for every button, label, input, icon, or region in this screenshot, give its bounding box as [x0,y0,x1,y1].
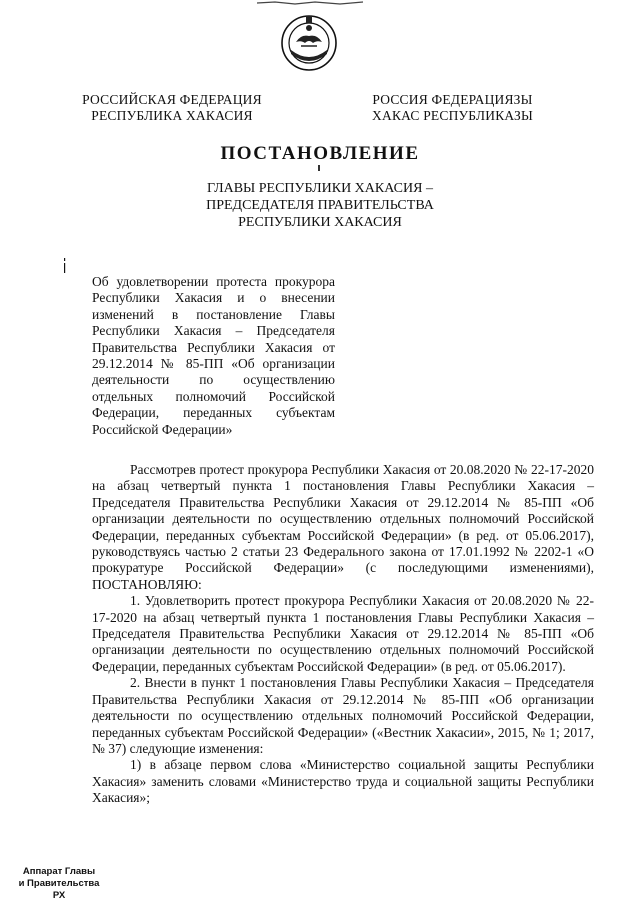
body-preamble: Рассмотрев протест прокурора Республики Хакасия от 20.08.2020 № 22-17-2020 на абзац четвертый пункта 1 постановления Главы Республики Хакасия – Председателя Правительства Республики Хакасия от 29.12.2014 № 85-ПП «Об организации деятельности по осуществлению отдельных полномочий Российской Федерации, переданных субъектам Российской Федерации» (в ред. от 05.06.2017), руководствуясь частью 2 статьи 23 Федерального закона от 17.01.1992 № 2202-1 «О прокуратуре Российской Федерации» (с последующими изменениями), ПОСТАНОВЛЯЮ: [92,462,594,592]
document-title: ПОСТАНОВЛЕНИЕ [220,143,420,164]
subtitle-line2: ПРЕДСЕДАТЕЛЯ ПРАВИТЕЛЬСТВА [206,198,434,213]
document-subtitle [0,180,640,231]
header-right-line2: ХАКАС РЕСПУБЛИКАЗЫ [372,108,533,123]
document-body [92,462,594,807]
stamp-line2: и Правительства РХ [18,878,100,901]
header-right [360,92,545,124]
header-left [82,92,262,124]
office-stamp [14,866,104,902]
coat-of-arms-icon [279,12,339,72]
pen-tick-mark [318,165,320,171]
body-item-1: 1. Удовлетворить протест прокурора Республики Хакасия от 20.08.2020 № 22-17-2020 на абзац четвертый пункта 1 постановления Главы Республики Хакасия – Председателя Правительства Республики Хакасия от 29.12.2014 № 85-ПП «Об организации деятельности по осуществлению отдельных полномочий Российской Федерации, переданных субъектам Российской Федерации» (в ред. от 05.06.2017). [92,593,594,674]
margin-pen-mark [63,258,66,273]
document-summary: Об удовлетворении протеста прокурора Республики Хакасия и о внесении изменений в постановление Главы Республики Хакасия – Председателя Правительства Республики Хакасия от 29.12.2014 № 85-ПП «Об организации деятельности по осуществлению отдельных полномочий Российской Федерации, переданных субъектам Российской Федерации» [92,274,335,437]
body-item-2: 2. Внести в пункт 1 постановления Главы Республики Хакасия – Председателя Правительства Республики Хакасия от 29.12.2014 № 85-ПП «Об организации деятельности по осуществлению отдельных полномочий Российской Федерации, переданных субъектам Российской Федерации» («Вестник Хакасии», 2015, № 1; 2017, № 37) следующие изменения: [92,675,594,756]
stamp-line1: Аппарат Главы [22,866,96,877]
body-subitem-1: 1) в абзаце первом слова «Министерство социальной защиты Республики Хакасия» заменить словами «Министерство труда и социальной защиты Республики Хакасия»; [92,757,594,806]
top-scan-mark [255,0,365,6]
header-right-line1: РОССИЯ ФЕДЕРАЦИЯЗЫ [372,92,533,107]
header-left-line1: РОССИЙСКАЯ ФЕДЕРАЦИЯ [82,92,262,107]
subtitle-line3: РЕСПУБЛИКИ ХАКАСИЯ [238,215,402,230]
header-left-line2: РЕСПУБЛИКА ХАКАСИЯ [91,108,253,123]
subtitle-line1: ГЛАВЫ РЕСПУБЛИКИ ХАКАСИЯ – [207,181,433,196]
